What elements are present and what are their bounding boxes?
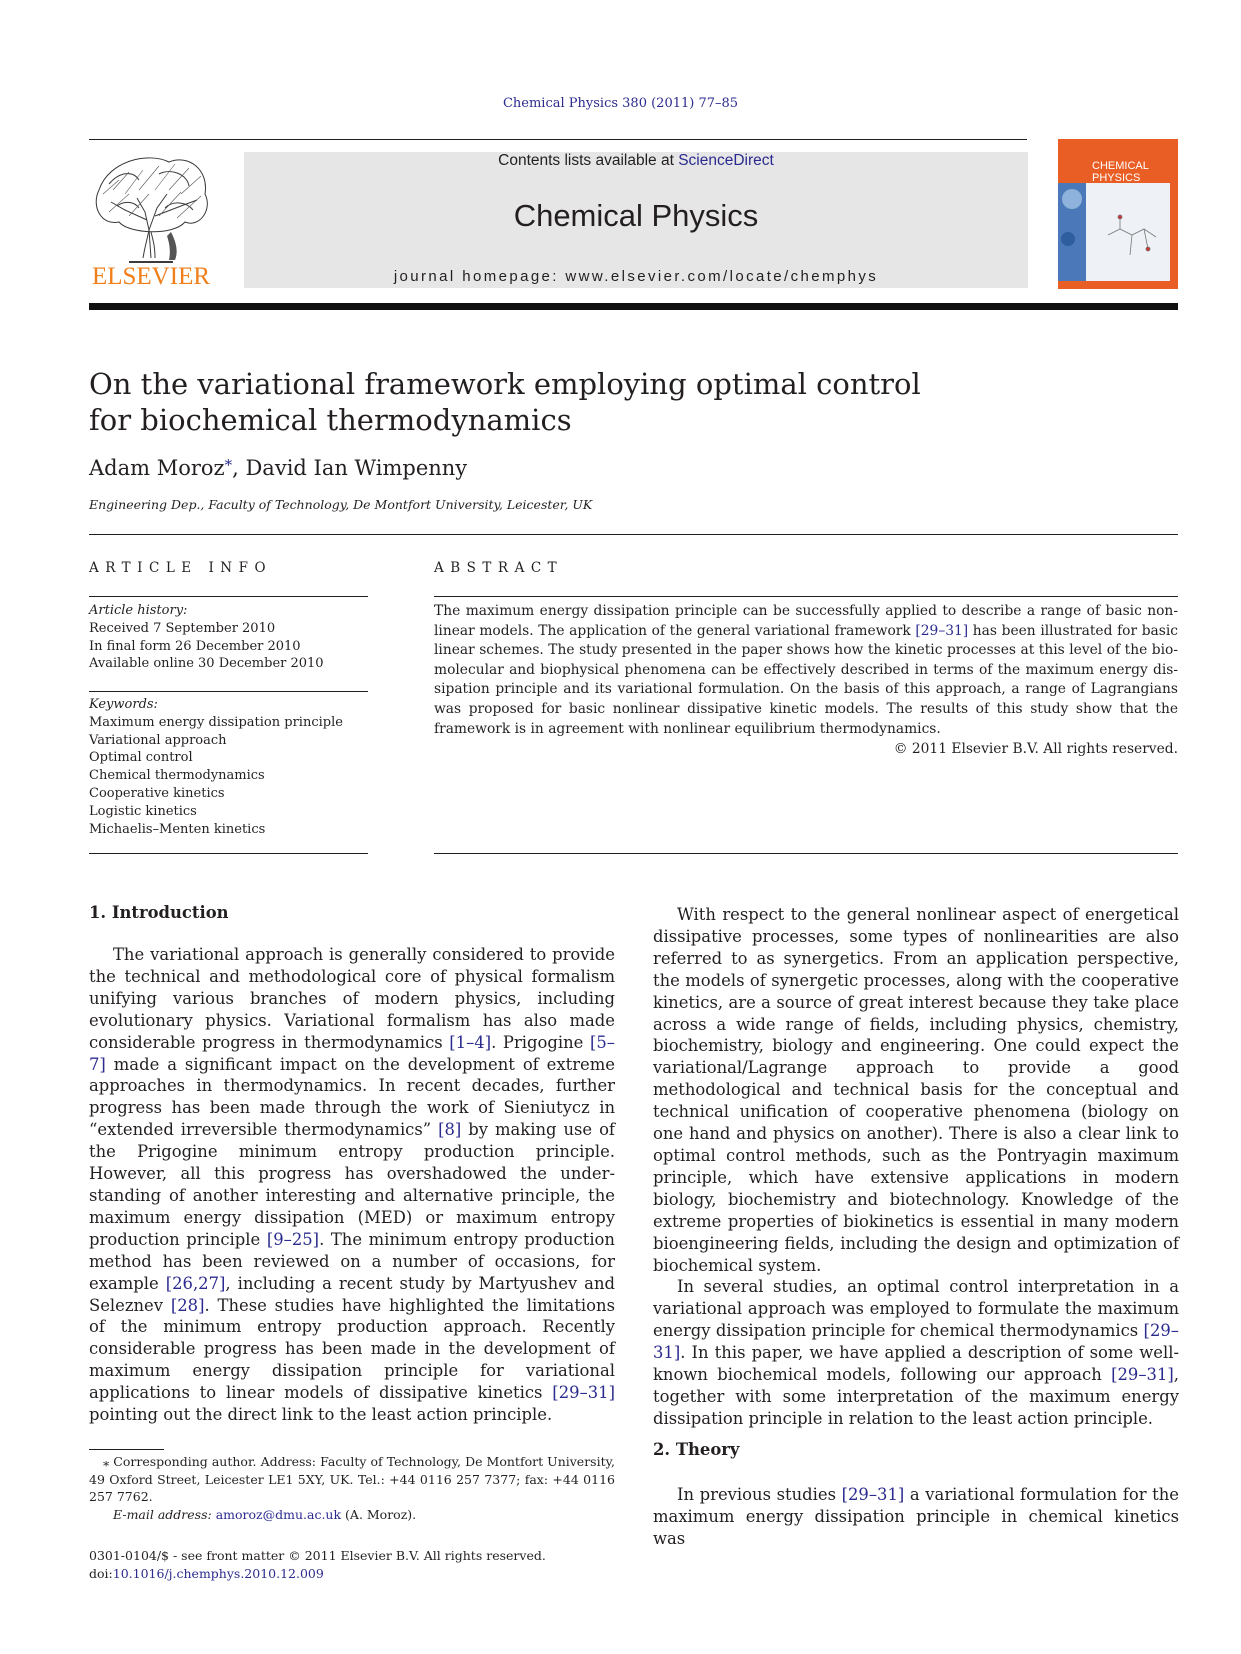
keywords-label: Keywords: (89, 697, 158, 712)
abstract-text-part: The maximum energy dissipation principle can be successfully applied to describe a range of basic nonlinear models. The application of the general variational framework (434, 603, 1178, 639)
journal-homepage[interactable]: journal homepage: www.elsevier.com/locate/chemphys (393, 268, 879, 285)
paragraph (89, 944, 615, 1426)
theory-paragraph-block (653, 1484, 1179, 1550)
keyword-item: Optimal control (89, 750, 193, 766)
doi-prefix: doi: (89, 1566, 113, 1581)
text-run: . In this paper, we have applied a description of some well-known biochemical models, following our approach (653, 1343, 1179, 1385)
doi-line (89, 1565, 615, 1583)
citation-link[interactable]: [29–31] (841, 1485, 905, 1504)
title-line-2: for biochemical thermodynamics (89, 403, 572, 437)
citation-link[interactable]: [26,27] (165, 1273, 226, 1293)
body-column-left (89, 944, 615, 1426)
article-info-rule (89, 853, 368, 854)
keyword-item: Michaelis–Menten kinetics (89, 821, 266, 837)
citation-link[interactable]: [29–31] (552, 1383, 615, 1403)
footnote-rule (89, 1449, 164, 1450)
text-run: , including a recent study by Martyushev and Seleznev (89, 1273, 616, 1315)
article-history (89, 602, 368, 673)
author-name: Adam Moroz (89, 456, 225, 480)
email-owner: (A. Moroz). (341, 1506, 417, 1522)
abstract-copyright: © 2011 Elsevier B.V. All rights reserved. (893, 741, 1178, 757)
bottom-metadata (89, 1547, 615, 1583)
header-rule (89, 139, 1027, 140)
elsevier-tree-icon (89, 150, 214, 288)
citation-link[interactable]: [29–31] (1111, 1365, 1174, 1385)
history-label: Article history: (89, 603, 188, 618)
keyword-item: Chemical thermodynamics (89, 768, 265, 784)
journal-citation[interactable]: Chemical Physics 380 (2011) 77–85 (502, 96, 739, 111)
section-heading-introduction: 1. Introduction (89, 903, 229, 922)
email-link[interactable]: amoroz@dmu.ac.uk (215, 1506, 342, 1522)
article-info-rule (89, 596, 368, 597)
keywords (89, 696, 368, 838)
text-run: With respect to the general nonlinear aspect of energetical dissipative processes, some types of nonlinearities are also referred to as synergetics. From an application perspective, the models of synergetic processes, along with the cooperative kinetics, are a source of great interest because they take place across a wide range of fields, including physics, chemistry, biochemistry, biology and engineering. One could expect the variational/Lagrange approach to provide a good methodological and technical basis for the conceptual and technical unification of cooperative phenomena (biology on one hand and physics on another). There is also a clear link to optimal control methods, such as the Pontryagin maximum principle, which have extensive applications in modern biology, biochemistry and biotechnology. Knowledge of the extreme properties of biokinetics is essential in many modern bioengineering fields, including the design and optimization of biochemical system. (653, 905, 1179, 1275)
title-rule (89, 534, 1178, 535)
contents-line (244, 152, 1028, 170)
citation-link[interactable]: [28] (170, 1295, 205, 1315)
keyword-item: Logistic kinetics (89, 803, 197, 819)
body-column-right (653, 904, 1179, 1430)
history-item: In final form 26 December 2010 (89, 638, 301, 654)
abstract-text-part: has been illustrated for basic linear schemes. The study presented in the paper shows how the kinetic processes at this level of the biomolecular and biophysical phenomena can be effectively described in terms of the maximum energy dissipation principle and its variational formulation. On the basis of this approach, a range of Lagrangians was proposed for basic nonlinear dissipative kinetic models. The results of this study show that the framework is in agreement with nonlinear equilibrium thermodynamics. (434, 622, 1178, 737)
footnote-body: Corresponding author. Address: Faculty of Technology, De Montfort University, 49 Oxford Street, Leicester LE1 5XY, UK. Tel.: +44 0116 257 7377; fax: +44 0116 257 7762. (89, 1454, 615, 1505)
affiliation: Engineering Dep., Faculty of Technology, De Montfort University, Leicester, UK (89, 497, 593, 512)
section-heading-theory: 2. Theory (653, 1440, 740, 1459)
cover-title-line2: PHYSICS (1092, 172, 1141, 184)
citation-link[interactable]: [29–31] (915, 622, 969, 639)
history-item: Received 7 September 2010 (89, 620, 276, 636)
text-run: a variational formulation for the maximum energy dissipation principle in chemical kinetics was (653, 1485, 1179, 1548)
abstract-text (434, 602, 1178, 739)
text-run: In previous studies (677, 1485, 842, 1504)
text-run: pointing out the direct link to the least action principle. (89, 1405, 553, 1425)
corresponding-author-mark[interactable]: * (224, 456, 233, 474)
citation-link[interactable]: [9–25] (266, 1229, 320, 1249)
elsevier-wordmark: ELSEVIER (91, 263, 211, 288)
abstract-rule (434, 596, 1178, 597)
doi-link[interactable]: 10.1016/j.chemphys.2010.12.009 (112, 1566, 324, 1581)
journal-name: Chemical Physics (513, 198, 759, 233)
contents-prefix: Contents lists available at (498, 152, 679, 169)
cover-title-line1: CHEMICAL (1092, 160, 1149, 172)
text-run: , together with some interpretation of the maximum energy dissipation principle in relation to the least action principle. (653, 1365, 1179, 1428)
abstract-rule (434, 853, 1178, 854)
sciencedirect-link[interactable]: ScienceDirect (678, 152, 774, 169)
citation-link[interactable]: [5–7] (89, 1032, 615, 1074)
history-item: Available online 30 December 2010 (89, 656, 324, 672)
journal-cover[interactable] (1058, 139, 1178, 289)
article-info-heading: ARTICLE INFO (89, 560, 273, 576)
citation-link[interactable]: [1–4] (449, 1032, 492, 1052)
keyword-item: Variational approach (89, 732, 227, 748)
paragraph (653, 1276, 1179, 1429)
article-info-rule (89, 691, 368, 692)
keyword-item: Cooperative kinetics (89, 785, 225, 801)
citation-link[interactable]: [29–31] (653, 1321, 1179, 1363)
paragraph (653, 904, 1179, 1276)
text-run: made a significant impact on the development of extreme approaches in thermodynamics. In recent decades, further progress has been made through the work of Sieniutycz in “extended irreversible thermodynamics” (89, 1054, 615, 1140)
abstract-heading: ABSTRACT (434, 560, 564, 576)
text-run: In several studies, an optimal control interpretation in a variational approach was employed to formulate the maximum energy dissipation principle for chemical thermodynamics (653, 1277, 1179, 1341)
footnote-mark: ⁎ (103, 1454, 110, 1469)
email-label: E-mail address: (113, 1506, 216, 1522)
article-title (89, 366, 989, 438)
title-line-1: On the variational framework employing optimal control (89, 367, 921, 401)
paragraph (653, 1484, 1179, 1550)
footnote (89, 1453, 615, 1523)
footnote-text (89, 1453, 615, 1506)
author-list (89, 456, 467, 480)
text-run: The variational approach is generally considered to provide the technical and methodological core of physical formalism unifying various branches of modern physics, including evolutionary physics. Variational formalism has also made considerable progress in thermodynamics (89, 945, 615, 1052)
footnote-email-line (89, 1506, 615, 1524)
text-run: . Prigogine (491, 1032, 590, 1052)
author-separator: , (232, 456, 246, 480)
issn-line: 0301-0104/$ - see front matter © 2011 Elsevier B.V. All rights reserved. (89, 1548, 546, 1563)
text-run: by making use of the Prigogine minimum entropy production principle. However, all this progress has overshadowed the understanding of another interesting and alternative principle, the maximum energy dissipation (MED) or maximum entropy production principle (89, 1120, 615, 1249)
text-run: . These studies have highlighted the limitations of the minimum entropy production approach. Recently considerable progress has been made in the development of maximum energy dissipation principle for variational applications to linear models of dissipative kinetics (89, 1295, 615, 1403)
text-run: . The minimum entropy production method has been reviewed on a number of occasions, for example (89, 1229, 615, 1293)
journal-cover-image (1058, 139, 1178, 289)
author-name: David Ian Wimpenny (245, 456, 468, 480)
elsevier-logo[interactable] (89, 150, 214, 288)
keyword-item: Maximum energy dissipation principle (89, 714, 343, 730)
header-thick-rule (89, 303, 1178, 310)
citation-link[interactable]: [8] (438, 1120, 462, 1140)
